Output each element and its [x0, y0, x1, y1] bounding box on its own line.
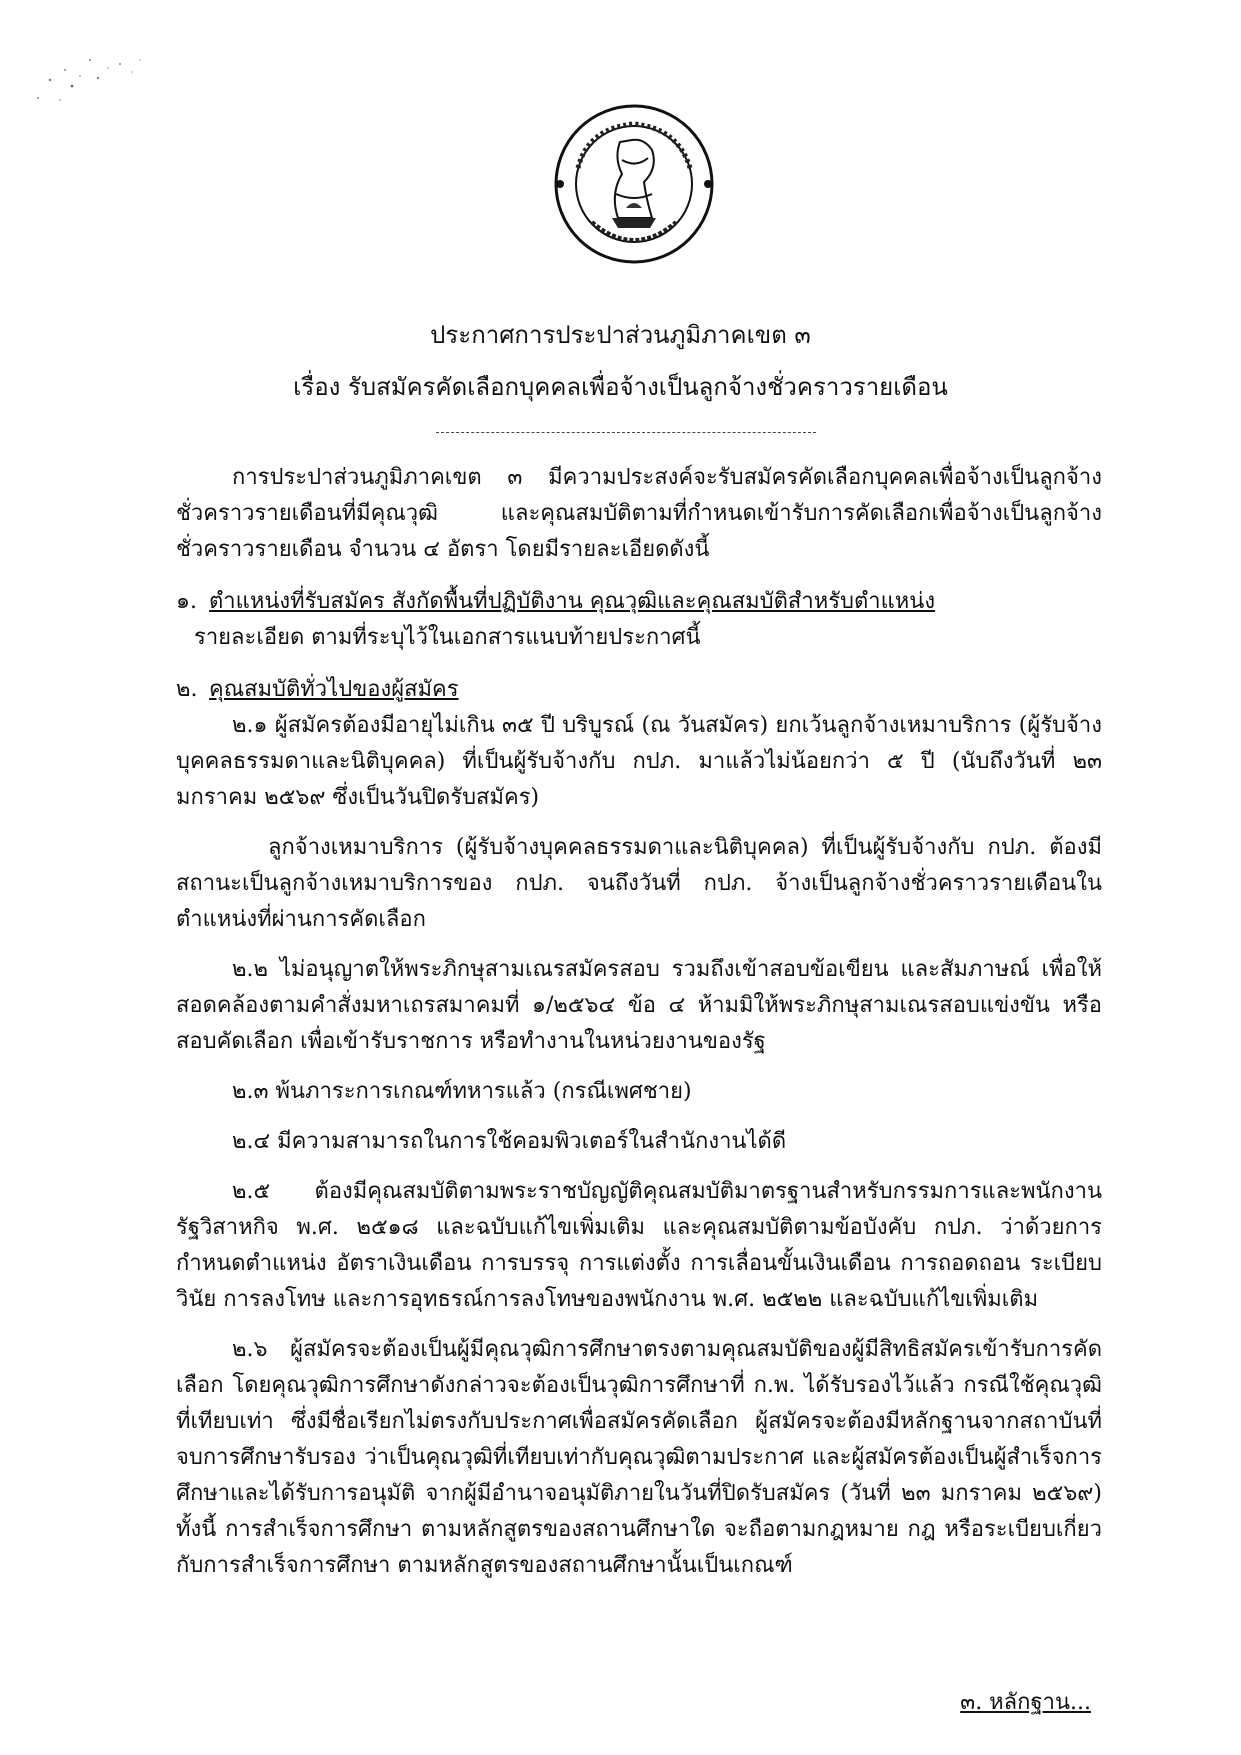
- section-1-detail: รายละเอียด ตามที่ระบุไว้ในเอกสารแนบท้ายประกาศนี้: [194, 625, 701, 650]
- pwa-seal-logo: [548, 98, 720, 270]
- item-2-3: ๒.๓ พ้นภาระการเกณฑ์ทหารแล้ว (กรณีเพศชาย): [232, 1079, 692, 1104]
- announcement-subject: เรื่อง รับสมัครคัดเลือกบุคคลเพื่อจ้างเป็นลูกจ้างชั่วคราวรายเดือน: [293, 373, 948, 401]
- item-2-1: ๒.๑ ผู้สมัครต้องมีอายุไม่เกิน ๓๕ ปี บริบูรณ์ (ณ วันสมัคร) ยกเว้นลูกจ้างเหมาบริการ (ผู้รับจ้างบุคคลธรรมดาและนิติบุคคล) ที่เป็นผู้รับจ้างกับ กปภ. มาแล้วไม่น้อยกว่า ๕ ปี (นับถึงวันที่ ๒๓ มกราคม ๒๕๖๙ ซึ่งเป็นวันปิดรับสมัคร): [176, 713, 1102, 810]
- section-2-title: คุณสมบัติทั่วไปของผู้สมัคร: [209, 677, 459, 702]
- item-2-4: ๒.๔ มีความสามารถในการใช้คอมพิวเตอร์ในสำนักงานได้ดี: [232, 1129, 787, 1154]
- next-page-catchword: ๓. หลักฐาน...: [960, 1690, 1091, 1715]
- section-2-number: ๒.: [176, 677, 198, 702]
- scan-noise-specks: [20, 40, 180, 120]
- announcement-title: ประกาศการประปาส่วนภูมิภาคเขต ๓: [430, 321, 811, 349]
- item-2-5: ๒.๕ ต้องมีคุณสมบัติตามพระราชบัญญัติคุณสมบัติมาตรฐานสำหรับกรรมการและพนักงานรัฐวิสาหกิจ พ.ศ. ๒๕๑๘ และฉบับแก้ไขเพิ่มเติม และคุณสมบัติตามข้อบังคับ กปภ. ว่าด้วยการกำหนดตำแหน่ง อัตราเงินเดือน การบรรจุ การแต่งตั้ง การเลื่อนขั้นเงินเดือน การถอดถอน ระเบียบวินัย การลงโทษ และการอุทธรณ์การลงโทษของพนักงาน พ.ศ. ๒๕๒๒ และฉบับแก้ไขเพิ่มเติม: [176, 1179, 1102, 1312]
- intro-paragraph: การประปาส่วนภูมิภาคเขต ๓ มีความประสงค์จะรับสมัครคัดเลือกบุคคลเพื่อจ้างเป็นลูกจ้างชั่วคราวรายเดือนที่มีคุณวุฒิ และคุณสมบัติตามที่กำหนดเข้ารับการคัดเลือกเพื่อจ้างเป็นลูกจ้างชั่วคราวรายเดือน จำนวน ๔ อัตรา โดยมีรายละเอียดดังนี้: [176, 465, 1102, 562]
- item-2-1-note: ลูกจ้างเหมาบริการ (ผู้รับจ้างบุคคลธรรมดาและนิติบุคคล) ที่เป็นผู้รับจ้างกับ กปภ. ต้องมีสถานะเป็นลูกจ้างเหมาบริการของ กปภ. จนถึงวันที่ กปภ. จ้างเป็นลูกจ้างชั่วคราวรายเดือนในตำแหน่งที่ผ่านการคัดเลือก: [176, 835, 1102, 932]
- item-2-6: ๒.๖ ผู้สมัครจะต้องเป็นผู้มีคุณวุฒิการศึกษาตรงตามคุณสมบัติของผู้มีสิทธิสมัครเข้ารับการคัดเลือก โดยคุณวุฒิการศึกษาดังกล่าวจะต้องเป็นวุฒิการศึกษาที่ ก.พ. ได้รับรองไว้แล้ว กรณีใช้คุณวุฒิที่เทียบเท่า ซึ่งมีชื่อเรียกไม่ตรงกับประกาศเพื่อสมัครคัดเลือก ผู้สมัครจะต้องมีหลักฐานจากสถาบันที่จบการศึกษารับรอง ว่าเป็นคุณวุฒิที่เทียบเท่ากับคุณวุฒิตามประกาศ และผู้สมัครต้องเป็นผู้สำเร็จการศึกษาและได้รับการอนุมัติ จากผู้มีอำนาจอนุมัติภายในวันที่ปิดรับสมัคร (วันที่ ๒๓ มกราคม ๒๕๖๙) ทั้งนี้ การสำเร็จการศึกษา ตามหลักสูตรของสถานศึกษาใด จะถือตามกฎหมาย กฎ หรือระเบียบเกี่ยวกับการสำเร็จการศึกษา ตามหลักสูตรของสถานศึกษานั้นเป็นเกณฑ์: [176, 1337, 1102, 1578]
- item-2-2: ๒.๒ ไม่อนุญาตให้พระภิกษุสามเณรสมัครสอบ รวมถึงเข้าสอบข้อเขียน และสัมภาษณ์ เพื่อให้สอดคล้องตามคำสั่งมหาเถรสมาคมที่ ๑/๒๕๖๔ ข้อ ๔ ห้ามมิให้พระภิกษุสามเณรสอบแข่งขัน หรือสอบคัดเลือก เพื่อเข้ารับราชการ หรือทำงานในหน่วยงานของรัฐ: [176, 957, 1102, 1054]
- section-1-number: ๑.: [176, 589, 197, 614]
- announcement-header: [0, 318, 1241, 404]
- section-1-heading: [176, 584, 1102, 620]
- section-2-heading: [176, 672, 1102, 708]
- section-1-title: ตำแหน่งที่รับสมัคร สังกัดพื้นที่ปฏิบัติงาน คุณวุฒิและคุณสมบัติสำหรับตำแหน่ง: [209, 589, 936, 614]
- title-divider: [436, 432, 816, 433]
- announcement-body: [176, 446, 1102, 1584]
